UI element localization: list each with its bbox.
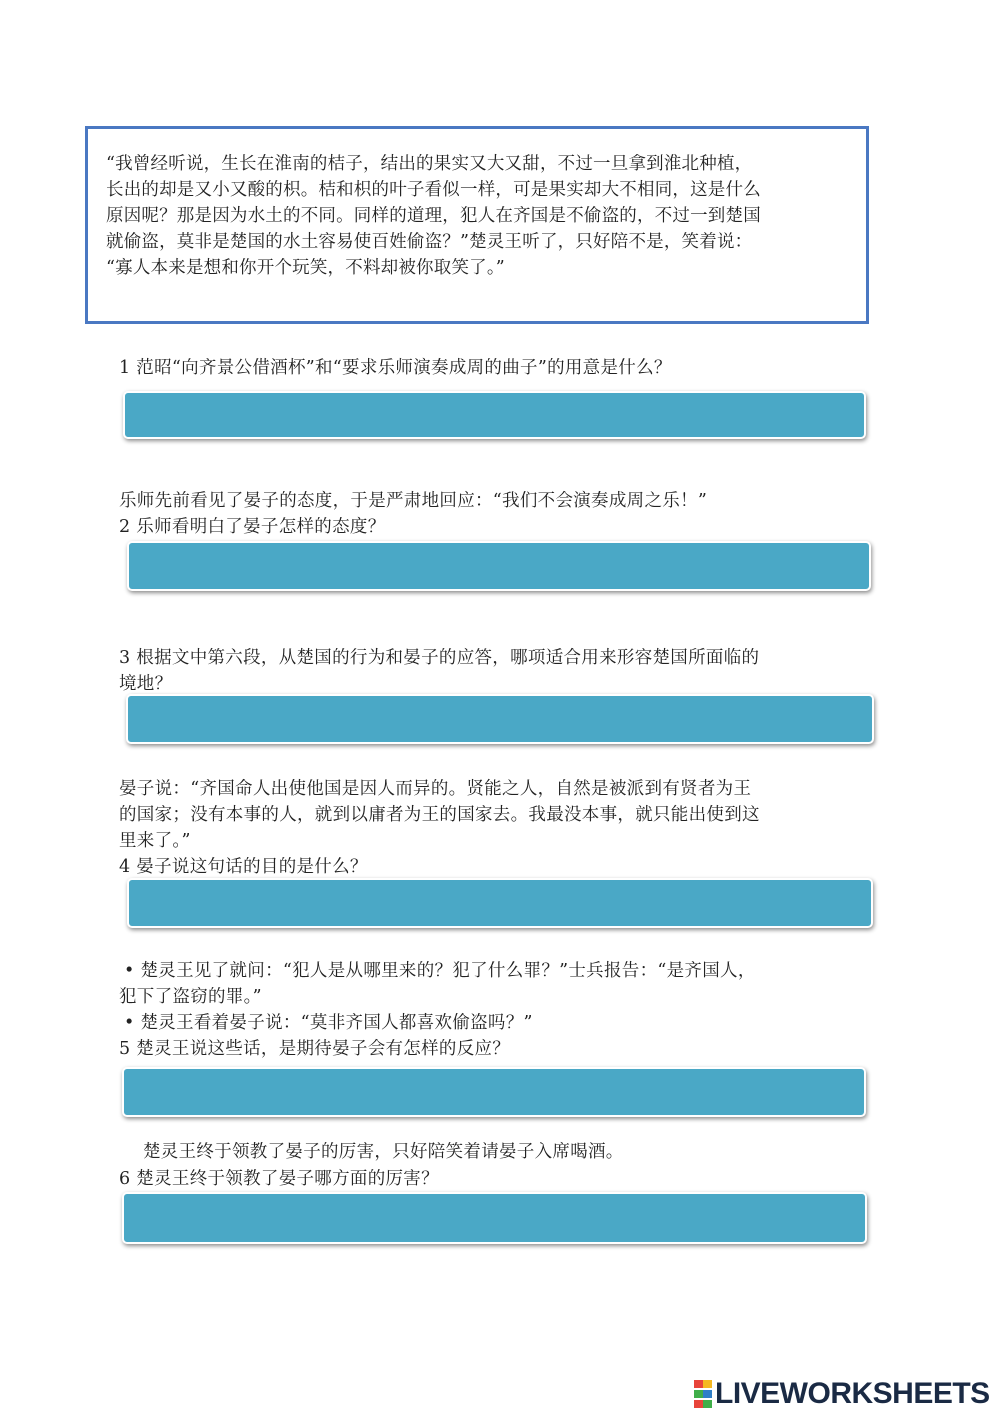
question-2: 2 乐师看明白了晏子怎样的态度？: [119, 517, 386, 537]
answer-field-5[interactable]: [122, 1067, 866, 1117]
question-5-bullet2: • 楚灵王看着晏子说：“莫非齐国人都喜欢偷盗吗？”: [124, 1013, 533, 1033]
passage-box: [85, 126, 869, 324]
passage-line: 原因呢？那是因为水土的不同。同样的道理，犯人在齐国是不偷盗的，不过一到楚国: [106, 206, 761, 226]
question-5-bullet1-line2: 犯下了盗窃的罪。”: [119, 987, 262, 1007]
question-3-line1: 3 根据文中第六段，从楚国的行为和晏子的应答，哪项适合用来形容楚国所面临的: [119, 648, 760, 668]
question-4-context-line3: 里来了。”: [119, 831, 191, 851]
question-4-context-line2: 的国家；没有本事的人，就到以庸者为王的国家去。我最没本事，就只能出使到这: [119, 805, 760, 825]
passage-line: 就偷盗，莫非是楚国的水土容易使百姓偷盗？”楚灵王听了，只好陪不是，笑着说：: [106, 232, 753, 252]
liveworksheets-logo: [694, 1374, 990, 1414]
logo-mark-icon: [694, 1380, 712, 1408]
passage-line: “我曾经听说，生长在淮南的桔子，结出的果实又大又甜，不过一旦拿到淮北种植，: [106, 154, 753, 174]
answer-field-1[interactable]: [123, 391, 866, 439]
answer-field-4[interactable]: [127, 878, 873, 928]
question-6: 6 楚灵王终于领教了晏子哪方面的厉害？: [119, 1169, 439, 1189]
question-4: 4 晏子说这句话的目的是什么？: [119, 857, 368, 877]
question-4-context-line1: 晏子说：“齐国命人出使他国是因人而异的。贤能之人，自然是被派到有贤者为王: [119, 779, 752, 799]
question-5: 5 楚灵王说这些话，是期待晏子会有怎样的反应？: [119, 1039, 511, 1059]
answer-field-6[interactable]: [122, 1192, 867, 1244]
passage-line: 长出的却是又小又酸的枳。桔和枳的叶子看似一样，可是果实却大不相同，这是什么: [106, 180, 761, 200]
question-6-context: 楚灵王终于领教了晏子的厉害，只好陪笑着请晏子入席喝酒。: [143, 1142, 624, 1162]
answer-field-2[interactable]: [127, 541, 871, 591]
question-5-bullet1-line1: • 楚灵王见了就问：“犯人是从哪里来的？犯了什么罪？”士兵报告：“是齐国人，: [124, 961, 756, 981]
question-1: 1 范昭“向齐景公借酒杯”和“要求乐师演奏成周的曲子”的用意是什么？: [119, 358, 672, 378]
answer-field-3[interactable]: [126, 694, 874, 744]
question-3-line2: 境地？: [119, 674, 173, 694]
question-2-context: 乐师先前看见了晏子的态度，于是严肃地回应：“我们不会演奏成周之乐！”: [119, 491, 708, 511]
logo-text: LIVEWORKSHEETS: [715, 1377, 990, 1410]
passage-line: “寡人本来是想和你开个玩笑，不料却被你取笑了。”: [106, 258, 505, 278]
